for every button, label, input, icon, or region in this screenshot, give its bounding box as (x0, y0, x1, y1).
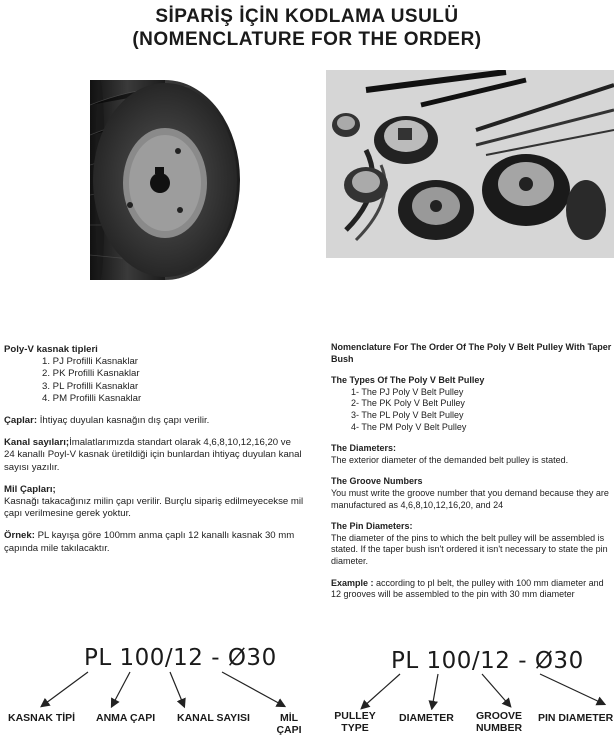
english-diameters-text: The exterior diameter of the demanded belt pulley is stated. (331, 454, 569, 465)
arrow-pin-diameter-en (540, 674, 604, 704)
turkish-groove-heading: Kanal sayıları; (4, 437, 70, 449)
code-right: PL 100/12 - Ø30 (391, 648, 584, 674)
label-groove-number-line1: GROOVE (475, 710, 523, 722)
arrow-nominal-diameter-tr (112, 672, 130, 706)
turkish-shaft-text: Kasnağı takacağınız milin çapı verilir. Burçlu sipariş edilmeyecekse mil çapı verilmesine gerek yoktur. (4, 496, 304, 520)
turkish-example-heading: Örnek: (4, 530, 35, 542)
english-example-heading: Example : (331, 577, 374, 588)
turkish-diameters-paragraph (4, 415, 304, 427)
page-title-turkish: SİPARİŞ İÇİN KODLAMA USULÜ (155, 6, 459, 27)
label-nominal-diameter-tr: ANMA ÇAPI (96, 712, 156, 724)
label-pulley-type-line1: PULLEY (334, 710, 376, 722)
arrow-groove-number-en (482, 674, 510, 706)
label-shaft-diameter-line1: MİL (279, 712, 299, 724)
english-type-item: 4- The PM Poly V Belt Pulley (351, 421, 467, 432)
english-groove-heading: The Groove Numbers (331, 476, 423, 487)
english-type-item: 1- The PJ Poly V Belt Pulley (351, 386, 464, 397)
page-title-english: (NOMENCLATURE FOR THE ORDER) (132, 29, 482, 50)
english-types-heading: The Types Of The Poly V Belt Pulley (331, 375, 485, 386)
arrow-diameter-en (432, 674, 438, 708)
english-groove-text: You must write the groove number that you demand because they are manufactured as 4,6,8,10,12,16,20, and 24 (331, 487, 609, 510)
code-left: PL 100/12 - Ø30 (84, 645, 277, 671)
label-pulley-type-en (332, 711, 378, 734)
label-diameter-en: DIAMETER (399, 712, 454, 724)
english-example-paragraph (331, 578, 614, 601)
arrow-pulley-type-en (362, 674, 400, 708)
label-pulley-type-line2: TYPE (341, 721, 369, 734)
english-example-text: according to pl belt, the pulley with 100 mm diameter and 12 grooves will be assembled to the pin with 30 mm diameter (331, 577, 604, 600)
label-pulley-type-tr: KASNAK TİPİ (8, 712, 76, 724)
turkish-diameters-text: İhtiyaç duyulan kasnağın dış çapı verilir. (37, 415, 210, 427)
turkish-example-paragraph (4, 530, 304, 554)
english-diameters-heading: The Diameters: (331, 443, 397, 454)
label-pin-diameter-en: PIN DIAMETER (538, 713, 614, 724)
arrow-pulley-type-tr (42, 672, 88, 706)
label-groove-number-tr: KANAL SAYISI (177, 712, 250, 724)
label-shaft-diameter-tr (272, 713, 306, 736)
english-pin-text: The diameter of the pins to which the belt pulley will be assembled is stated. If the taper bush isn't ordered it isn't necessary to state the pin diameter. (331, 532, 608, 566)
turkish-shaft-heading: Mil Çapları; (4, 483, 56, 495)
arrow-shaft-diameter-tr (222, 672, 284, 706)
label-groove-number-en (472, 711, 526, 734)
turkish-diameters-heading: Çaplar: (4, 415, 38, 427)
turkish-example-text: PL kayışa göre 100mm anma çaplı 12 kanallı kasnak 30 mm çapında mile takılacaktır. (4, 530, 295, 554)
arrow-groove-number-tr (170, 672, 184, 706)
turkish-description (4, 344, 304, 555)
turkish-type-item: 4. PM Profilli Kasnaklar (42, 392, 142, 404)
english-type-item: 2- The PK Poly V Belt Pulley (351, 398, 465, 409)
code-arrows (0, 670, 614, 710)
turkish-type-item: 2. PK Profilli Kasnaklar (42, 368, 140, 380)
english-pin-heading: The Pin Diameters: (331, 521, 413, 532)
turkish-type-item: 1. PJ Profilli Kasnaklar (42, 356, 138, 368)
label-shaft-diameter-line2: ÇAPI (276, 723, 302, 736)
pulley-photo (60, 65, 245, 290)
turkish-types-heading: Poly-V kasnak tipleri (4, 344, 98, 355)
english-description (331, 342, 614, 601)
pulleys-and-belts-photo (326, 70, 614, 258)
label-groove-number-line2: NUMBER (475, 721, 523, 734)
turkish-groove-paragraph (4, 437, 304, 474)
turkish-groove-text: İmalatlarımızda standart olarak 4,6,8,10,12,16,20 ve 24 kanallı Poyl-V kasnak üretildiği için bunlardan ihtiyaç duyulan kanal sayısı yazılır. (4, 437, 302, 473)
english-main-heading: Nomenclature For The Order Of The Poly V Belt Pulley With Taper Bush (331, 342, 612, 364)
english-type-item: 3- The PL Poly V Belt Pulley (351, 409, 464, 420)
turkish-type-item: 3. PL Profilli Kasnaklar (42, 380, 139, 392)
